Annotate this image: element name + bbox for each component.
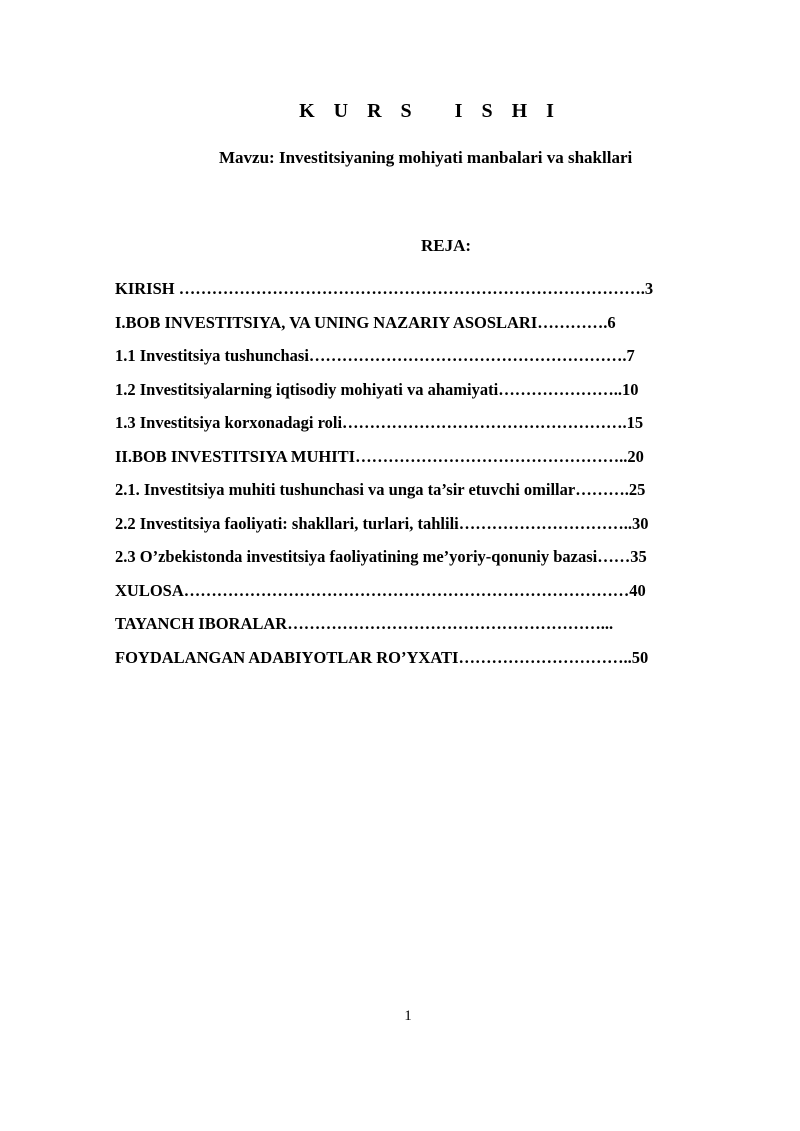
toc-item-1-1: 1.1 Investitsiya tushunchasi………………………………………………….7 [115, 346, 635, 365]
toc-item-xulosa: XULOSA………………………………………………………………………40 [115, 580, 646, 600]
page-number: 1 [404, 1008, 412, 1024]
toc-item-adabiyotlar: FOYDALANGAN ADABIYOTLAR RO’YXATI…………………………..50 [115, 647, 649, 667]
document-subtitle: Mavzu: Investitsiyaning mohiyati manbalari va shakllari [219, 148, 633, 167]
toc-item-2-1: 2.1. Investitsiya muhiti tushunchasi va unga ta’sir etuvchi omillar……….25 [115, 480, 646, 499]
toc-item-2-2: 2.2 Investitsiya faoliyati: shakllari, turlari, tahlili…………………………..30 [115, 513, 649, 533]
toc-item-chapter-2: II.BOB INVESTITSIYA MUHITI…………………………………………..20 [115, 446, 644, 466]
toc-item-kirish: KIRISH ………………………………………………………………………….3 [115, 279, 654, 298]
toc-item-tayanch-iboralar: TAYANCH IBORALAR…………………………………………………... [115, 614, 614, 633]
toc-item-1-2: 1.2 Investitsiyalarning iqtisodiy mohiyati va ahamiyati…………………..10 [115, 379, 639, 399]
toc-item-chapter-1: I.BOB INVESTITSIYA, VA UNING NAZARIY ASOSLARI………….6 [115, 312, 616, 332]
document-title: K U R S I S H I [299, 100, 561, 122]
table-of-contents [115, 278, 755, 680]
toc-item-2-3: 2.3 O’zbekistonda investitsiya faoliyatining me’yoriy-qonuniy bazasi……35 [115, 547, 647, 566]
toc-item-1-3: 1.3 Investitsiya korxonadagi roli…………………………………………….15 [115, 413, 644, 432]
plan-heading: REJA: [420, 236, 472, 255]
